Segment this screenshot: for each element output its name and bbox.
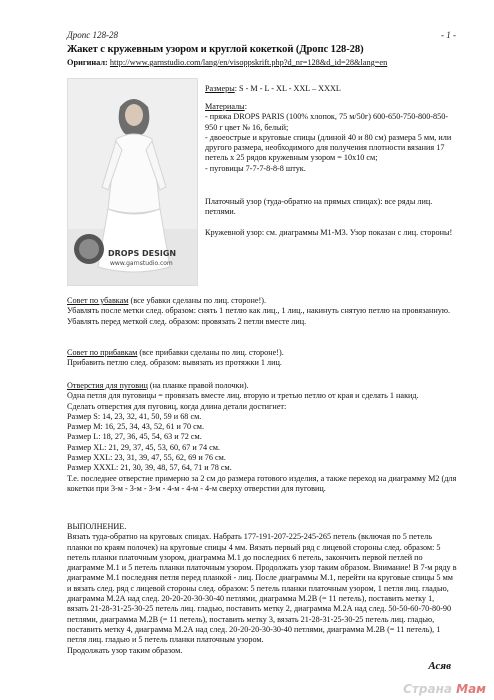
pattern-photo bbox=[67, 78, 198, 286]
site-watermark: Страна Мам bbox=[403, 682, 486, 696]
execution-paragraph-end: Продолжать узор таким образом. bbox=[67, 645, 183, 655]
materials-section: Материалы: - пряжа DROPS PARIS (100% хлопок, 75 м/50г) 600-650-750-800-850-950 г цвет № 16, белый; - двоеострые и круговые спицы (длиной 40 и 80 см) размера 5 мм, или другого размера, необходимого для получения плотности вязания 17 петель х 25 рядов кружевным узором = 10х10 см; - пуговицы 7-7-7-8-8-8 штук. bbox=[205, 102, 455, 174]
sizes-label: Размеры bbox=[205, 84, 235, 93]
increase-tip-section: Совет по прибавкам (все прибавки сделаны по лиц. стороне!). Прибавить петлю след. образом: вывязать из протяжки 1 лиц. bbox=[67, 348, 457, 369]
buttonholes-size-xxxl: Размер XXXL: 21, 30, 39, 48, 57, 64, 71 и 78 см. bbox=[67, 463, 232, 473]
stitch-garter-text: Платочный узор (туда-обратно на прямых спицах): все ряды лиц. петлями. bbox=[205, 197, 433, 217]
execution-paragraph: Вязать туда-обратно на круговых спицах. Набрать 177-191-207-225-245-265 петель (включая по 5 петель планки по краям полочек) на круговые спицы 4 мм. Вязать первый ряд с лицевой стороны след. образом: 5 петель планки платочным узором, диаграмма М.1 до последних 6 петель, закончить первой петлей по диаграмме М.1 и 5 петель планки платочным узором. Продолжать узор таким образом. Внимание! В 7-м ряду в диаграмме М.1 последняя петля перед планкой - лиц. После диаграммы М.1, перейти на круговые спицы 5 мм и вязать след. ряд с лицевой стороны след. образом: 5 петель планки платочным узором, 1 петля лиц. гладью, диаграмма М.2А над след. 20-20-20-30-30-40 петлями, диаграмма М.2В (= 11 петель), поставить метку 1, вязать 21-28-31-25-30-25 петель лиц. гладью, поставить метку 2, диаграмма М.2А над след. 50-50-60-70-80-90 петлями, диаграмма М.2В (= 11 петель), поставить метку 3, вязать 21-28-31-25-30-25 петель лиц. гладью, поставить метку 4, диаграмма М.2А над след. 20-20-20-30-30-40 петлями, диаграмма М.2В (= 11 петель), 1 петля лиц. гладью и 5 петель планки платочным узором. bbox=[67, 532, 457, 645]
buttonholes-section: Отверстия для пуговиц (на планке правой полочки). Одна петля для пуговицы = провязать вместе лиц. вторую и третью петлю от края и сделать 1 накид. Сделать отверстия для пуговиц, когда длина детали достигнет: Размер S: 14, 23, 32, 41, 50, 59 и 68 см. Размер M: 16, 25, 34, 43, 52, 61 и 70 см. Размер L: 18, 27, 36, 45, 54, 63 и 72 см. Размер XL: 21, 29, 37, 45, 53, 60, 67 и 74 см. Размер XXL: 23, 31, 39, 47, 55, 62, 69 и 76 см. Размер XXXL: 21, 30, 39, 48, 57, 64, 71 и 78 см. Т.е. последнее отверстие примерно за 2 см до размера готового изделия, а также переход на диаграмму М2 (для кокетки при 3-м - 3-м - 3-м - 4-м - 4-м - 4-м сверху отверстии для пуговиц. bbox=[67, 381, 457, 493]
decrease-tip-line-2: Убавлять перед меткой след. образом: провязать 2 петли вместе лиц. bbox=[67, 316, 307, 326]
buttonholes-label: Отверстия для пуговиц bbox=[67, 381, 148, 390]
author-signature: Асяв bbox=[428, 660, 451, 672]
header-doc-number: Дропс 128-28 bbox=[67, 30, 118, 40]
buttonholes-size-m: Размер M: 16, 25, 34, 43, 52, 61 и 70 см. bbox=[67, 422, 205, 432]
buttonholes-line: Одна петля для пуговицы = провязать вместе лиц. вторую и третью петлю от края и сделать 1 накид. bbox=[67, 391, 419, 401]
document-title: Жакет с кружевным узором и круглой кокеткой (Дропс 128-28) bbox=[67, 44, 364, 55]
sizes-line bbox=[205, 84, 455, 94]
materials-line-1: - пряжа DROPS PARIS (100% хлопок, 75 м/50г) 600-650-750-800-850-950 г цвет № 16, белый; bbox=[205, 112, 449, 132]
execution-section bbox=[67, 522, 457, 656]
execution-heading: ВЫПОЛНЕНИЕ. bbox=[67, 522, 127, 531]
increase-tip-label: Совет по прибавкам bbox=[67, 348, 138, 357]
buttonholes-line: Сделать отверстия для пуговиц, когда длина детали достигнет: bbox=[67, 401, 287, 411]
buttonholes-note: Т.е. последнее отверстие примерно за 2 см до размера готового изделия, а также переход на диаграмму М2 (для кокетки при 3-м - 3-м - 3-м - 4-м - 4-м - 4-м сверху отверстии для пуговиц. bbox=[67, 473, 457, 493]
original-label: Оригинал: bbox=[67, 58, 108, 67]
buttonholes-size-xxl: Размер XXL: 23, 31, 39, 47, 55, 62, 69 и 76 см. bbox=[67, 453, 226, 463]
increase-tip-line: Прибавить петлю след. образом: вывязать из протяжки 1 лиц. bbox=[67, 358, 282, 368]
materials-line-2: - двоеострые и круговые спицы (длиной 40 и 80 см) размера 5 мм, или другого размера, необходимого для получения плотности вязания 17 петель х 25 рядов кружевным узором = 10х10 см; bbox=[205, 132, 452, 163]
sizes-value: : S - M - L - XL - XXL – XXXL bbox=[234, 84, 341, 93]
buttonholes-size-xl: Размер XL: 21, 29, 37, 45, 53, 60, 67 и 74 см. bbox=[67, 442, 220, 452]
materials-label: Материалы bbox=[205, 102, 245, 111]
original-url-link[interactable]: http://www.garnstudio.com/lang/en/visoppskrift.php?d_nr=128&d_id=28&lang=en bbox=[109, 58, 388, 67]
decrease-tip-line-1: Убавлять после метки след. образом: снять 1 петлю как лиц., 1 лиц., накинуть снятую петлю на провязанную. bbox=[67, 306, 450, 316]
stitch-lace-text: Кружевной узор: см. диаграммы М1-М3. Узор показан с лиц. стороны! bbox=[205, 228, 453, 237]
header-page-number: - 1 - bbox=[441, 30, 456, 40]
buttonholes-size-l: Размер L: 18, 27, 36, 45, 54, 63 и 72 см. bbox=[67, 432, 202, 442]
decrease-tip-section: Совет по убавкам (все убавки сделаны по лиц. стороне!). Убавлять после метки след. образом: снять 1 петлю как лиц., 1 лиц., накинуть снятую петлю на провязанную. Убавлять перед меткой след. образом: провязать 2 петли вместе лиц. bbox=[67, 296, 457, 327]
garnstudio-site-text: www.garnstudio.com bbox=[110, 260, 173, 267]
decrease-tip-label: Совет по убавкам bbox=[67, 296, 129, 305]
materials-line-3: - пуговицы 7-7-7-8-8-8 штук. bbox=[205, 163, 306, 173]
original-link-line bbox=[67, 58, 387, 67]
buttonholes-size-s: Размер S: 14, 23, 32, 41, 50, 59 и 68 см. bbox=[67, 411, 202, 421]
drops-design-logo-text: DROPS DESIGN bbox=[108, 249, 177, 258]
